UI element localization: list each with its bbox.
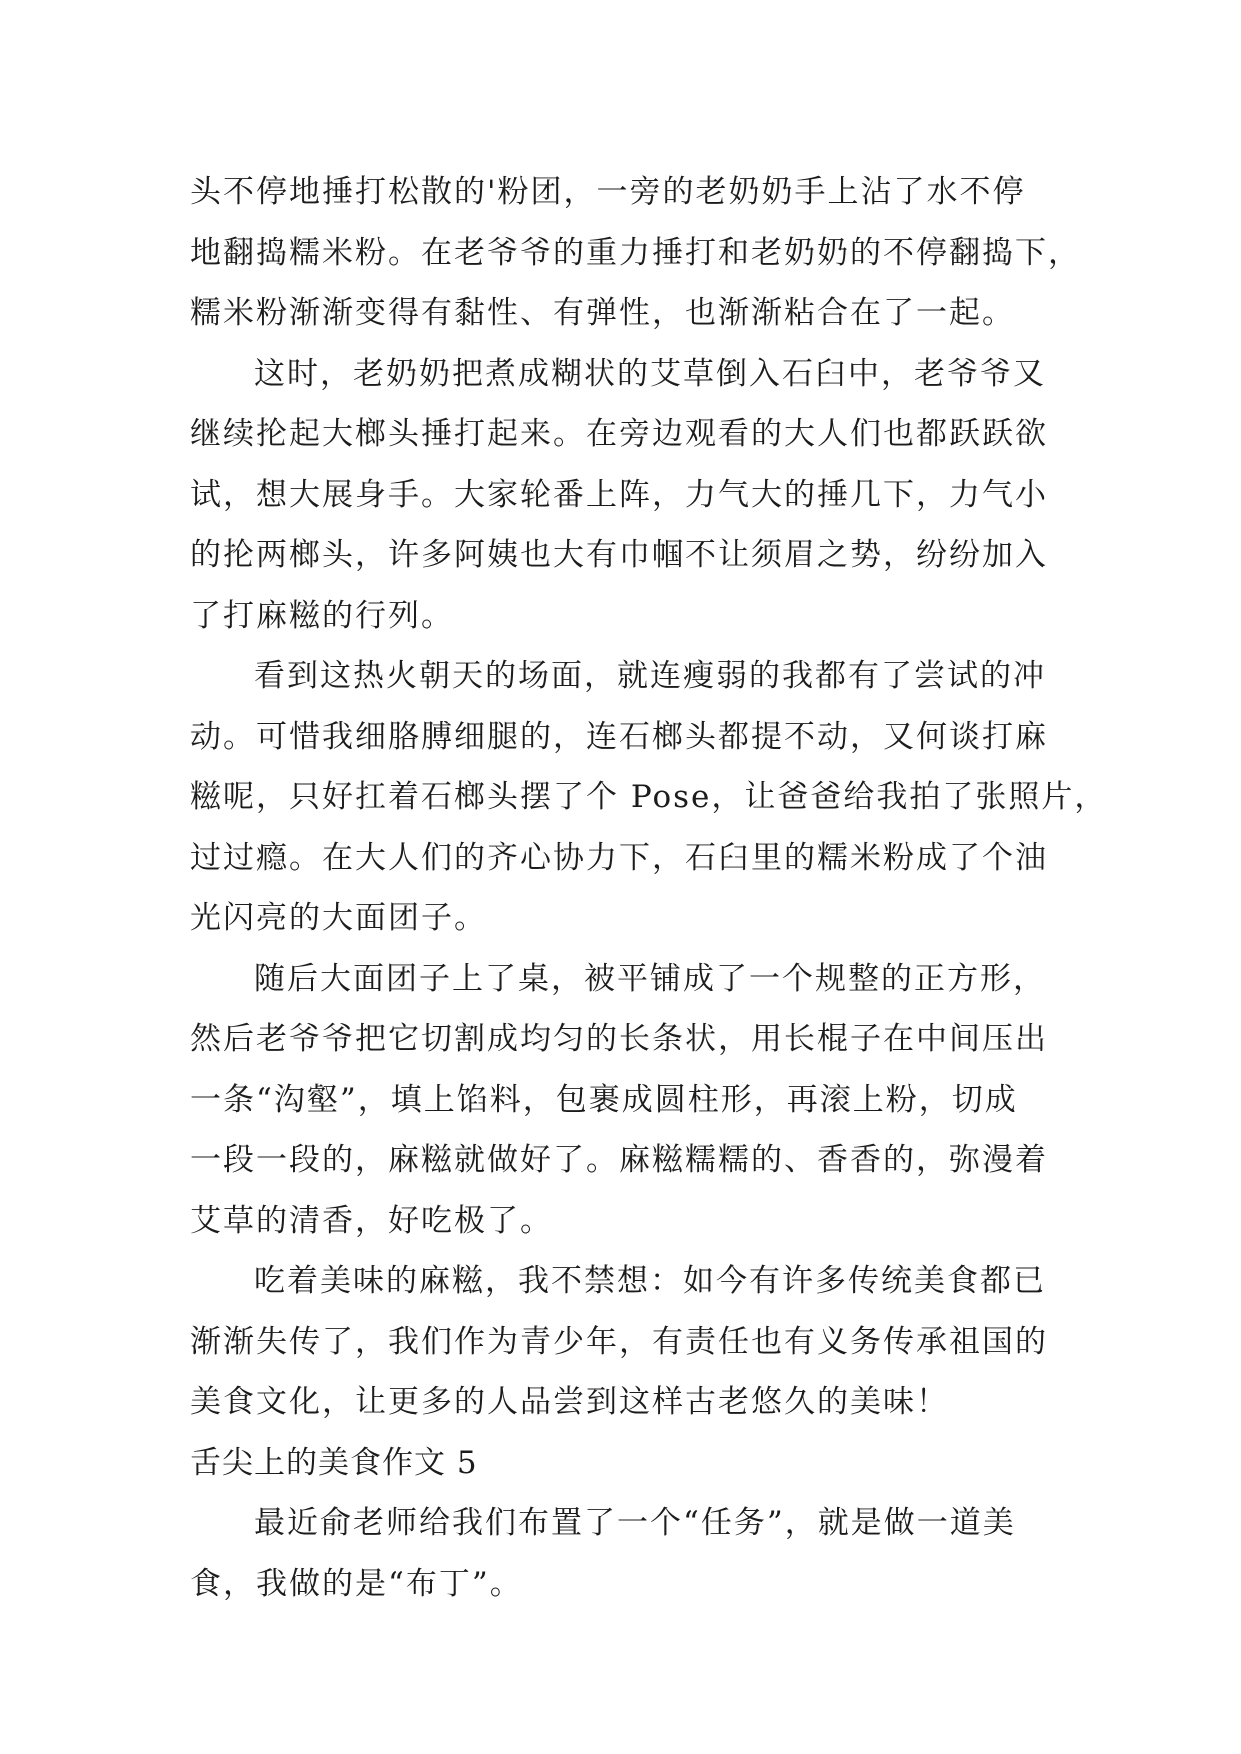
text-line: 地翻捣糯米粉。在老爷爷的重力捶打和老奶奶的不停翻捣下， bbox=[190, 234, 1081, 271]
text-line: 过过瘾。在大人们的齐心协力下，石臼里的糯米粉成了个油 bbox=[190, 839, 1048, 876]
text-line: 动。可惜我细胳膊细腿的，连石榔头都提不动，又何谈打麻 bbox=[190, 718, 1048, 755]
text-line: 试，想大展身手。大家轮番上阵，力气大的捶几下，力气小 bbox=[190, 476, 1048, 513]
text-line: 艾草的清香，好吃极了。 bbox=[190, 1202, 553, 1239]
text-line: 食，我做的是“布丁”。 bbox=[190, 1565, 523, 1602]
text-line: 一条“沟壑”，填上馅料，包裹成圆柱形，再滚上粉，切成 bbox=[190, 1081, 1018, 1118]
paragraph-first-line: 吃着美味的麻糍，我不禁想：如今有许多传统美食都已 bbox=[254, 1263, 1046, 1299]
text-line: 一段一段的，麻糍就做好了。麻糍糯糯的、香香的，弥漫着 bbox=[190, 1142, 1048, 1178]
paragraph-first-line: 随后大面团子上了桌，被平铺成了一个规整的正方形， bbox=[254, 960, 1046, 997]
paragraph-first-line: 这时，老奶奶把煮成糊状的艾草倒入石臼中，老爷爷又 bbox=[254, 355, 1046, 392]
paragraph-first-line: 看到这热火朝天的场面，就连瘦弱的我都有了尝试的冲 bbox=[254, 658, 1046, 694]
text-line: 继续抡起大榔头捶打起来。在旁边观看的大人们也都跃跃欲 bbox=[190, 416, 1048, 452]
text-line: 美食文化，让更多的人品尝到这样古老悠久的美味！ bbox=[190, 1384, 949, 1420]
text-line: 的抡两榔头，许多阿姨也大有巾帼不让须眉之势，纷纷加入 bbox=[190, 537, 1048, 573]
text-line: 然后老爷爷把它切割成均匀的长条状，用长棍子在中间压出 bbox=[190, 1021, 1048, 1057]
text-line: 糯米粉渐渐变得有黏性、有弹性，也渐渐粘合在了一起。 bbox=[190, 295, 1015, 331]
text-line: 光闪亮的大面团子。 bbox=[190, 900, 487, 936]
article-body bbox=[190, 162, 1108, 1614]
text-line: 糍呢，只好扛着石榔头摆了个 Pose，让爸爸给我拍了张照片， bbox=[190, 779, 1108, 815]
section-heading: 舌尖上的美食作文 5 bbox=[190, 1444, 478, 1481]
text-line: 渐渐失传了，我们作为青少年，有责任也有义务传承祖国的 bbox=[190, 1323, 1048, 1360]
paragraph-first-line: 最近俞老师给我们布置了一个“任务”，就是做一道美 bbox=[254, 1505, 1016, 1541]
text-line: 头不停地捶打松散的'粉团，一旁的老奶奶手上沾了水不停 bbox=[190, 174, 1026, 210]
text-line: 了打麻糍的行列。 bbox=[190, 597, 454, 634]
